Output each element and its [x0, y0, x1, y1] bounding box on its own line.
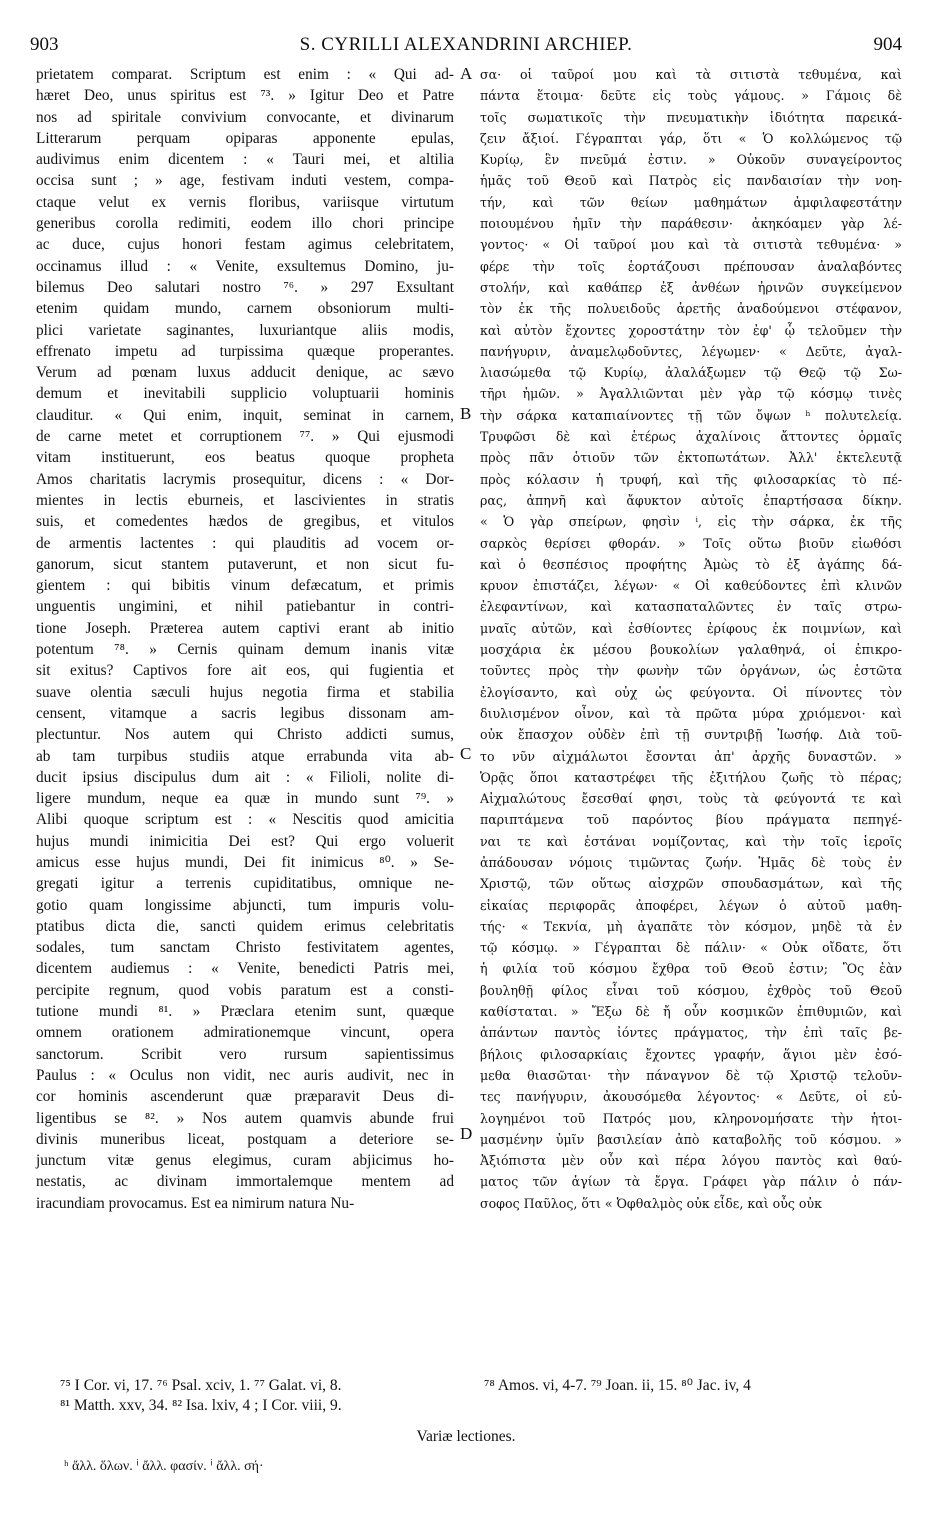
text-line: Litterarum perquam opiparas apponente epulas, — [36, 129, 454, 147]
text-line: τοῦντες πρὸς τὴν φωνὴν τῶν ὀργάνων, ὡς ἑστῶτα — [480, 663, 902, 679]
section-marker-b: B — [460, 404, 472, 423]
text-line: μοσχάρια ἐκ μέσου βουκολίων γαλαθηνά, οἱ ἐπικρο- — [480, 642, 902, 658]
text-line: cor hominis ascenderunt quæ præparavit Deus di- — [36, 1088, 454, 1106]
text-line: de armentis lactentes : qui plauditis ad vocem or- — [36, 534, 454, 552]
text-line: κρυον ἐπιστάζει, λέγων· « Οἱ καθεύδοντες ἐπὶ κλινῶν — [480, 578, 902, 594]
text-line: τὴν σάρκα καταπιαίνοντες τῇ τῶν ὄψων ʰ πολυτελείᾳ. — [480, 407, 902, 423]
text-line: ματος τῶν ἁγίων τὰ ἔργα. Γράφει γὰρ πάλιν ὁ πάν- — [480, 1174, 902, 1190]
text-line: mientes in lectis eburneis, et lascivientes in stratis — [36, 491, 454, 509]
text-line: Αἰχμαλώτους ἔσεσθαί φησι, τοὺς τὰ φεύγοντά τε καὶ — [480, 791, 902, 807]
page-header — [30, 34, 902, 56]
text-line: occisa sunt ; » age, festivam induti vestem, compa- — [36, 172, 454, 190]
footnotes-left — [60, 1376, 470, 1416]
text-line: σοφος Παῦλος, ὅτι « Ὀφθαλμὸς οὐκ εἶδε, καὶ οὖς οὐκ — [480, 1195, 823, 1211]
text-line: plici varietate saginantes, luxuriantque aliis modis, — [36, 321, 454, 339]
text-line: φέρε τὴν τοῖς ἑορτάζουσι πρέπουσαν ἀναλαβόντες — [480, 258, 902, 274]
text-line: σα· οἱ ταῦροί μου καὶ τὰ σιτιστὰ τεθυμένα, καὶ — [480, 67, 902, 82]
text-line: τες πανήγυριν, ἀκουσόμεθα λέγοντος· « Δεῦτε, οἱ εὐ- — [480, 1089, 902, 1105]
text-line: λογημένοι τοῦ Πατρός μου, κληρονομήσατε τὴν ἡτοι- — [480, 1110, 902, 1126]
text-line: de carne metet et corruptionem ⁷⁷. » Qui ejusmodi — [36, 428, 454, 446]
text-line: hæret Deo, unus spiritus est ⁷³. » Igitur Deo et Patre — [36, 87, 454, 105]
text-line: ζειν ἄξιοί. Γέγραπται γάρ, ὅτι « Ὁ κολλώμενος τῷ — [480, 130, 902, 146]
text-line: ac duce, cujus honori festam agimus celebritatem, — [36, 236, 454, 254]
text-line: πάντα ἕτοιμα· δεῦτε εἰς τοὺς γάμους. » Γάμοις δὲ — [480, 88, 902, 104]
text-line: suave olentia sæculi hujus negotia firma et stabilia — [36, 683, 454, 701]
text-line: demum et inevitabili supplicio voluptuarii hominis — [36, 385, 454, 403]
text-line: Κυρίῳ, ἓν πνεῦμά ἐστιν. » Οὐκοῦν συναγείροντος — [480, 152, 902, 168]
text-line: gregati igitur a terrenis cupiditatibus, omnique ne- — [36, 875, 454, 893]
text-line: ganorum, sicut stantem putaverunt, et non sicut fu- — [36, 555, 454, 573]
text-line: τής· « Τεκνία, μὴ ἀγαπᾶτε τὸν κόσμον, μηδὲ τὰ ἐν — [480, 918, 902, 934]
text-line: divinis muneribus liceat, postquam a deteriore se- — [36, 1130, 454, 1148]
greek-column — [480, 64, 902, 1214]
text-line: vitam instituerunt, eos beatus quoque propheta — [36, 449, 454, 467]
text-line: στολήν, καὶ καθάπερ ἐξ ἀνθέων ἠρινῶν συγκείμενον — [480, 279, 902, 295]
text-line: iracundiam provocamus. Est ea nimirum natura Nu- — [36, 1194, 355, 1212]
text-line: suis, et comedentes hædos de gregibus, et vitulos — [36, 513, 454, 531]
text-line: μασμένην ὑμῖν βασιλείαν ἀπὸ καταβολῆς τοῦ κόσμου. » — [480, 1131, 902, 1147]
text-line: τοῖς σωματικοῖς τὴν πνευματικὴν ἰδιότητα παρεικά- — [480, 109, 902, 125]
text-line: βουληθῇ φίλος εἶναι τοῦ κόσμου, ἐχθρὸς τοῦ Θεοῦ — [480, 982, 902, 998]
text-line: πρὸς πᾶν ὁτιοῦν τῶν ἐκτοπωτάτων. Ἀλλ' ἐκτελευτᾷ — [480, 450, 902, 466]
text-line: censent, vitamque a sacris legibus dissonam am- — [36, 704, 454, 722]
running-title: S. CYRILLI ALEXANDRINI ARCHIEP. — [299, 34, 633, 55]
text-line: καὶ αὐτὸν ἔχοντες χοροστάτην τὸν ἐφ' ᾧ τελοῦμεν τὴν — [480, 322, 902, 338]
text-line: generibus corolla redimiti, eodem illo chori principe — [36, 215, 454, 233]
text-line: παριπτάμενα τοῦ παρόντος βίου πράγματα πεπηγέ- — [480, 812, 902, 828]
footnote-line: ⁷⁵ I Cor. vi, 17. ⁷⁶ Psal. xciv, 1. ⁷⁷ Galat. vi, 8. — [60, 1377, 342, 1394]
text-line: bilemus Deo salutari nostro ⁷⁶. » 297 Exsultant — [36, 278, 454, 296]
text-line: gotio quam longissime abjuncti, tum impuris volu- — [36, 896, 454, 914]
text-line: τὸν ἐκ τῆς πολυειδοῦς ἀρετῆς ἀναδούμενοι στέφανον, — [480, 301, 902, 317]
text-line: ναι τε καὶ ἑστάναι νομίζοντας, καὶ τὴν τοῖς ἱεροῖς — [480, 833, 902, 849]
text-line: μεθα θιασῶται· τὴν πάναγνον δὲ τῷ Χριστῷ τελοῦν- — [480, 1067, 902, 1083]
text-line: ligere mundum, neque ea quæ in mundo sunt ⁷⁹. » — [36, 790, 454, 808]
text-line: clauditur. « Qui enim, inquit, seminat in carnem, — [36, 406, 454, 424]
text-line: ἀπάδουσαν νόμοις τιμῶντας ζωήν. Ἡμᾶς δὲ τοὺς ἐν — [480, 854, 902, 870]
text-line: ctaque velut ex vernis floribus, variisque virtutum — [36, 193, 454, 211]
text-line: ducit ipsius discipulus dum ait : « Filioli, nolite di- — [36, 768, 454, 786]
section-marker-a: A — [460, 64, 473, 83]
text-line: Χριστῷ, τῶν οὕτως αἰσχρῶν σπουδασμάτων, καὶ τῆς — [480, 876, 902, 892]
footnotes-right — [484, 1376, 904, 1396]
text-line: πανήγυριν, ἀναμελῳδοῦντες, λέγωμεν· « Δεῦτε, ἀγαλ- — [480, 343, 902, 359]
text-line: Amos charitatis lacrymis prosequitur, dicens : « Dor- — [36, 470, 454, 488]
text-line: οὐκ ἔπασχον οὐδὲν ἐπὶ τῇ συντριβῇ Ἰωσήφ. Διὰ τοῦ- — [480, 727, 902, 743]
text-line: omnem orationem admirationemque vincunt, opera — [36, 1024, 454, 1042]
text-line: dicentem audiemus : « Venite, benedicti Patris mei, — [36, 960, 454, 978]
text-line: potentum ⁷⁸. » Cernis quinam demum inanis vitæ — [36, 641, 454, 659]
text-line: audivimus enim dicentem : « Tauri mei, et altilia — [36, 151, 454, 169]
text-line: unguentis ungimini, et nihil patiebantur in contri- — [36, 598, 454, 616]
text-line: καὶ ὁ θεσπέσιος προφήτης Ἀμὼς τὸ ἐξ ἀγάπης δά- — [480, 556, 902, 572]
text-line: τῷ κόσμῳ. » Γέγραπται δὲ πάλιν· « Οὐκ οἴδατε, ὅτι — [480, 940, 902, 956]
text-line: ligentibus se ⁸². » Nos autem quamvis abunde frui — [36, 1109, 454, 1127]
text-line: εἰκαίας περιφορᾶς ἀποφέρει, λέγων ὁ αὐτοῦ μαθη- — [480, 897, 902, 913]
text-line: junctum vitæ genus elegimus, curam abjicimus ho- — [36, 1152, 454, 1170]
text-line: « Ὁ γὰρ σπείρων, φησὶν ⁱ, εἰς τὴν σάρκα, ἐκ τῆς — [480, 514, 902, 530]
text-line: διυλισμένον οἶνον, καὶ τὰ πρῶτα μύρα χριόμενοι· καὶ — [480, 705, 902, 721]
variae-lectiones-title: Variæ lectiones. — [416, 1428, 516, 1445]
text-line: etenim quidam mundo, carnem obsoniorum multi- — [36, 300, 454, 318]
text-line: Alibi quoque scriptum est : « Nescitis quod amicitia — [36, 811, 454, 829]
text-line: βήλοις φιλοσαρκίαις ἔχοντες γραφήν, ἅγιοι μὲν ἐσό- — [480, 1046, 902, 1062]
text-line: nos ad spiritale convivium convocante, et divinarum — [36, 108, 454, 126]
text-line: Paulus : « Oculus non vidit, nec auris audivit, nec in — [36, 1066, 454, 1084]
text-line: effrenato impetu ad turpissima quæque properantes. — [36, 342, 454, 360]
text-line: Ὁρᾷς ὅποι καταστρέφει τῆς ἐξιτήλου ζωῆς τὸ πέρας; — [480, 769, 902, 785]
text-line: Τρυφῶσι δὲ καὶ ἑτέρως ἀχαλίνοις ἄττοντες ὁρμαῖς — [480, 429, 902, 445]
text-line: ptatibus dicta die, sancti quidem erimus celebritatis — [36, 917, 454, 935]
text-line: sit exitus? Captivos fore ait eos, qui fugientia et — [36, 662, 454, 680]
text-line: ἡμᾶς τοῦ Θεοῦ καὶ Πατρὸς εἰς πανδαισίαν τὴν νοη- — [480, 173, 902, 189]
text-line: μναῖς αὐτῶν, καὶ ἐσθίοντες ἐρίφους ἐκ ποιμνίων, καὶ — [480, 620, 902, 636]
text-line: ποιουμένου ἡμῖν τὴν παράθεσιν· ἀκηκόαμεν γὰρ λέ- — [480, 216, 902, 232]
text-line: prietatem comparat. Scriptum est enim : « Qui ad- — [36, 66, 454, 83]
text-line: ἁπάντων παντὸς ἰόντες πράγματος, τὴν ἐπὶ ταῖς βε- — [480, 1025, 902, 1041]
text-line: tione Joseph. Præterea autem captivi erant ab initio — [36, 619, 454, 637]
text-line: ἐλογίσαντο, καὶ οὐχ ὡς φεύγοντα. Οἱ πίνοντες τὸν — [480, 684, 902, 700]
text-line: sanctorum. Scribit vero rursum sapientissimus — [36, 1045, 454, 1063]
text-line: Verum ad pœnam luxus adducit denique, ac sævo — [36, 364, 454, 382]
variae-lectiones-line: ʰ ἄλλ. ὅλων. ⁱ ἄλλ. φασίν. ⁱ ἄλλ. σή· — [64, 1459, 264, 1474]
text-line: hujus mundi inimicitia Dei est? Qui ergo voluerit — [36, 832, 454, 850]
page-number-left: 903 — [30, 34, 59, 55]
text-line: πρὸς κόλασιν ἡ τρυφή, καὶ τῆς φιλοσαρκίας τὸ πέ- — [480, 471, 902, 487]
text-line: καθίσταται. » Ἔξω δὲ ἤ οὖν κοσμικῶν ἐπιθυμιῶν, καὶ — [480, 1004, 902, 1020]
text-line: το νῦν αἰχμάλωτοι ἔσονται ἀπ' ἀρχῆς δυναστῶν. » — [480, 748, 902, 764]
text-line: ἡ φιλία τοῦ κόσμου ἔχθρα τοῦ Θεοῦ ἐστιν; Ὃς ἐὰν — [480, 961, 902, 977]
text-line: γοντος· « Οἱ ταῦροί μου καὶ τὰ σιτιστὰ τεθυμένα· » — [480, 237, 902, 253]
text-line: occinamus illud : « Venite, exsultemus Domino, ju- — [36, 257, 454, 275]
text-line: nestatis, ac divinam immortalemque mentem ad — [36, 1173, 454, 1191]
section-marker-d: D — [460, 1124, 473, 1143]
text-line: ρας, ἀπηνῆ καὶ ἄφυκτον αὐτοῖς ἐπαρτήσασα δίκην. — [480, 492, 902, 508]
text-line: Ἀξιόπιστα μὲν οὖν καὶ πέρα λόγου παντὸς καὶ θαύ- — [480, 1153, 902, 1169]
footnote-line: ⁷⁸ Amos. vi, 4-7. ⁷⁹ Joan. ii, 15. ⁸⁰ Jac. iv, 4 — [484, 1377, 751, 1394]
text-line: τήν, καὶ τῶν θείων μαθημάτων ἀμφιλαφεστάτην — [480, 194, 902, 210]
footnote-line: ⁸¹ Matth. xxv, 34. ⁸² Isa. lxiv, 4 ; I Cor. viii, 9. — [60, 1397, 342, 1414]
page-number-right: 904 — [873, 34, 902, 55]
text-line: percipite regnum, quod vobis paratum est a consti- — [36, 981, 454, 999]
text-line: ab tam turpibus studiis atque errabunda vita ab- — [36, 747, 454, 765]
text-line: ἐλεφαντίνων, καὶ κατασπαταλῶντες ἐν ταῖς στρω- — [480, 599, 902, 615]
text-line: λιασώμεθα τῷ Κυρίῳ, ἀλαλάξωμεν τῷ Θεῷ τῷ Σω- — [480, 365, 902, 381]
text-line: gientem : qui bibitis vinum defæcatum, et primis — [36, 577, 454, 595]
text-line: amicus esse hujus mundi, Dei fit inimicus ⁸⁰. » Se- — [36, 853, 454, 871]
text-line: plectuntur. Nos autem qui Christo addicti sumus, — [36, 726, 454, 744]
text-line: τῆρι ἡμῶν. » Ἀγαλλιῶνται μὲν γὰρ τῷ κόσμῳ τινὲς — [480, 386, 902, 402]
latin-column — [36, 64, 454, 1214]
section-marker-c: C — [460, 744, 472, 763]
text-line: σαρκὸς θερίσει φθοράν. » Τοῖς οὕτω βιοῦν εἰωθόσι — [480, 535, 902, 551]
text-line: tutione mundi ⁸¹. » Præclara etenim sunt, quæque — [36, 1003, 454, 1021]
text-line: sodales, tum sanctam Christo festivitatem agentes, — [36, 939, 454, 957]
